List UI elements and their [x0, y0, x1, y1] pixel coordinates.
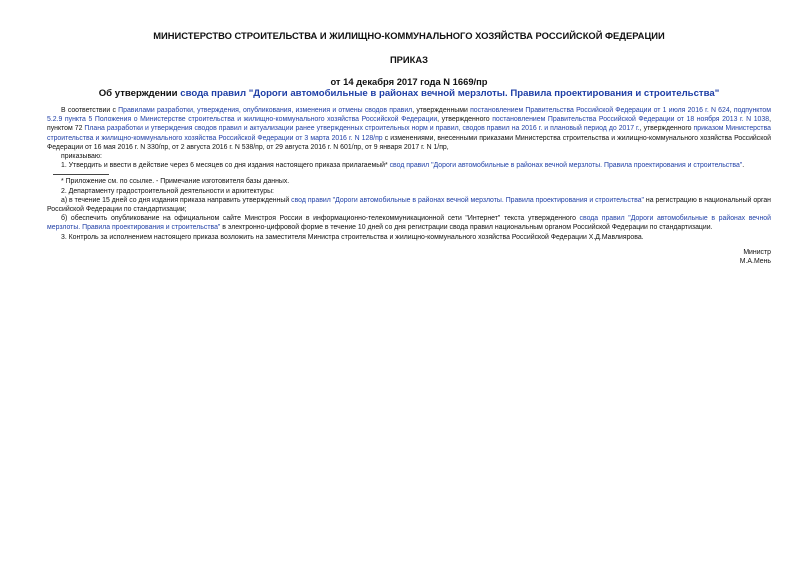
item-2b	[47, 214, 771, 232]
item-2-intro: 2. Департаменту градостроительной деятельности и архитектуры:	[61, 187, 274, 195]
footnote: * Приложение см. по ссылке. - Примечание изготовителя базы данных.	[61, 178, 290, 186]
footnote-divider	[53, 174, 109, 175]
link-plan[interactable]: Плана разработки и утверждения сводов правил и актуализации ранее утвержденных строительных норм и правил, сводов правил на 2016 г. и плановый период до 2017 г.	[84, 125, 640, 133]
item-2b-text-1: б) обеспечить опубликование на официальном сайте Минстроя России в информационно-телекоммуникационной сети "Интернет" текста утвержденного	[61, 215, 580, 223]
link-resolution-624[interactable]: постановлением Правительства Российской Федерации от 1 июля 2016 г. N 624	[470, 107, 730, 114]
item-1-text: 1. Утвердить и ввести в действие через 6 месяцев со дня издания настоящего приказа прилагаемый*	[61, 162, 390, 170]
doc-title	[47, 88, 771, 100]
item-1	[47, 161, 771, 170]
link-order-128[interactable]: приказом Министерства строительства и жилищно-коммунального хозяйства Российской Федерации от 3 марта 2016 г. N 128/пр	[47, 125, 771, 142]
item-2b-text-2: в электронно-цифровой форме в течение 10 дней со дня регистрации свода правил национальным органом Российской Федерации по стандартизации.	[220, 224, 713, 232]
item-1-end: .	[742, 162, 745, 170]
title-link[interactable]: свода правил "Дороги автомобильные в районах вечной мерзлоты. Правила проектирования и строительства"	[180, 88, 720, 99]
item-2a-text-2: на регистрацию в национальный орган Российской Федерации по стандартизации;	[47, 196, 771, 214]
link-rules[interactable]: Правилами разработки, утверждения, опубликования, изменения и отмены сводов правил	[118, 107, 413, 114]
preamble-text-1: В соответствии с	[61, 107, 119, 114]
preamble-text-7: с изменениями, внесенными приказами Министерства строительства и жилищно-коммунального хозяйства Российской Федерации от 16 мая 2016 г. N 330/пр, от 2 августа 2016 г. N 538/пр, от 29 августа 2016 г. N 601/пр, от 9 января 2017 г. N 1/пр,	[47, 134, 771, 151]
title-prefix: Об утверждении	[98, 88, 181, 99]
preamble-text-5: , пунктом 72	[47, 116, 771, 133]
document-body	[47, 106, 771, 266]
item-2a-text-1: а) в течение 15 дней со дня издания приказа направить утвержденный	[61, 196, 292, 204]
document-page	[47, 30, 771, 266]
ministry-header: МИНИСТЕРСТВО СТРОИТЕЛЬСТВА И ЖИЛИЩНО-КОММУНАЛЬНОГО ХОЗЯЙСТВА РОССИЙСКОЙ ФЕДЕРАЦИИ	[153, 30, 665, 41]
item-3: 3. Контроль за исполнением настоящего приказа возложить на заместителя Министра строительства и жилищно-коммунального хозяйства Российской Федерации Х.Д.Мавлиярова.	[61, 233, 644, 241]
item-1-link[interactable]: свод правил "Дороги автомобильные в районах вечной мерзлоты. Правила проектирования и строительства"	[389, 162, 743, 170]
link-resolution-1038[interactable]: постановлением Правительства Российской Федерации от 18 ноября 2013 г. N 1038	[492, 116, 770, 124]
signature-name: М.А.Мень	[739, 258, 771, 266]
preamble-paragraph	[47, 106, 771, 152]
item-2a-link[interactable]: свод правил "Дороги автомобильные в районах вечной мерзлоты. Правила проектирования и строительства"	[291, 196, 644, 204]
preamble-text-2: , утвержденными	[412, 107, 471, 114]
preamble-text-3: ,	[729, 107, 734, 114]
signature-position: Министр	[743, 248, 771, 256]
preamble-text-6: , утвержденного	[639, 125, 694, 133]
order-word: приказываю:	[61, 153, 102, 161]
preamble-text-4: , утвержденного	[437, 116, 493, 124]
doc-date-number: от 14 декабря 2017 года N 1669/пр	[330, 76, 488, 87]
item-2b-link[interactable]: свода правил "Дороги автомобильные в районах вечной мерзлоты. Правила проектирования и строительства"	[47, 215, 771, 232]
doc-type: ПРИКАЗ	[389, 54, 429, 65]
link-regulation-ministry[interactable]: подпунктом 5.2.9 пункта 5 Положения о Министерстве строительства и жилищно-коммунального хозяйства Российской Федерации	[47, 107, 771, 124]
item-2a	[47, 196, 771, 214]
